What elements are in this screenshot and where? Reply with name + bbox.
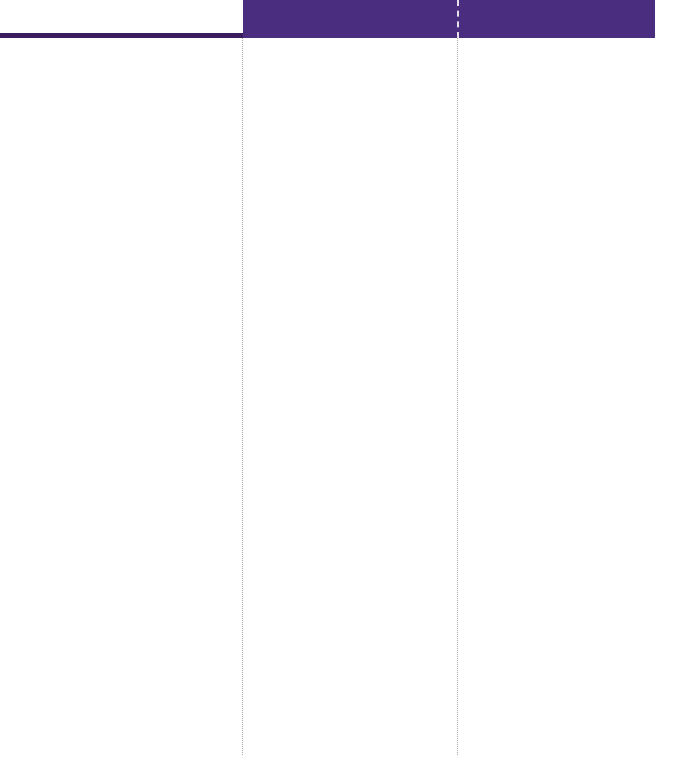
table-header: [0, 0, 679, 38]
dotted-guide-line-left: [242, 38, 243, 755]
side-notes: [657, 44, 669, 86]
header-purple-band: [243, 0, 655, 38]
dotted-guide-line-right: [457, 38, 458, 755]
header-dashed-divider: [457, 0, 459, 38]
header-left: [0, 0, 243, 38]
